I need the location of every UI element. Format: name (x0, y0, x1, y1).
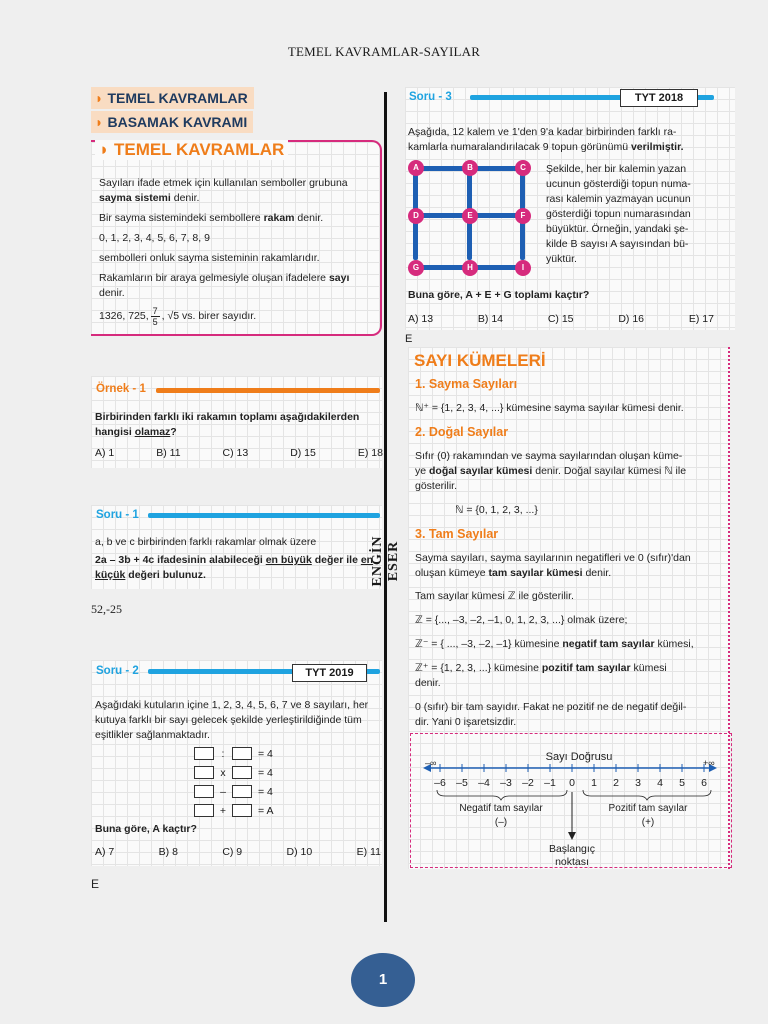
neg-brace-full (437, 790, 567, 800)
option-e[interactable]: E) 17 (688, 313, 714, 325)
soru3-label: Soru - 3 (409, 91, 452, 103)
soru1-intro: a, b ve c birbirinden farklı rakamlar olmak üzere (95, 536, 317, 548)
tick-label: 1 (591, 777, 597, 789)
definition-sayi: Rakamların bir araya gelmesiyle oluşan ifadelere sayı denir. (99, 272, 350, 299)
soru3-rule-text: Şekilde, her bir kalemin yazan ucunun gösterdiği topun numa- rası kalemin yazmayan ucunun gösterdiği topun numarasından büyüktür. Örneğin, yandaki şe- kilde B sayısı A sayısından bü- yüktür. (546, 163, 691, 265)
soru2-options (95, 846, 381, 858)
sayma-definition: ℕ⁺ = {1, 2, 3, 4, ...} kümesine sayma sayılar kümesi denir. (415, 402, 684, 414)
document-title: TEMEL KAVRAMLAR-SAYILAR (287, 44, 481, 59)
tick-label: 4 (657, 777, 663, 789)
ornek1-options (95, 447, 383, 459)
tam-set: ℤ = {..., –3, –2, –1, 0, 1, 2, 3, ...} olmak üzere; (415, 614, 628, 626)
option-d[interactable]: D) 15 (290, 447, 316, 459)
neg-label: Negatif tam sayılar (459, 803, 543, 814)
author-name: ENGİN ESER (370, 535, 401, 587)
soru3-options (408, 313, 714, 325)
pencil (467, 222, 472, 260)
ball-b: B (462, 160, 478, 176)
option-a[interactable]: A) 13 (408, 313, 434, 325)
answer-box (194, 785, 214, 798)
subsection-tam: 3. Tam Sayılar (415, 527, 499, 541)
option-b[interactable]: B) 8 (158, 846, 178, 858)
page-number-badge: 1 (351, 953, 415, 1007)
number-examples: 1326, 725, 7 5 , √5 vs. birer sayıdır. (99, 306, 257, 327)
tick-label: –3 (500, 777, 512, 789)
tyt-badge: TYT 2019 (292, 664, 367, 682)
soru3-intro: Aşağıda, 12 kalem ve 1'den 9'a kadar birbirinden farklı ra- kamlarla numaralandırılacak 9 topun görünümü verilmiştir. (408, 126, 684, 153)
subsection-sayma: 1. Sayma Sayıları (415, 377, 518, 391)
option-e[interactable]: E) 18 (357, 447, 383, 459)
topic-tag-label: TEMEL KAVRAMLAR (107, 90, 248, 106)
pos-brace (583, 790, 711, 800)
equation-row: – = 4 (194, 785, 273, 798)
tam-definition: Sayma sayıları, sayma sayılarının negatifleri ve 0 (sıfır)'dan oluşan kümeye tam sayılar kümesi denir. (415, 552, 691, 579)
zero-note: 0 (sıfır) bir tam sayıdır. Fakat ne pozitif ne de negatif değil- dir. Yani 0 işaretsizdir. (415, 701, 687, 728)
fraction: 7 5 (152, 306, 158, 327)
subsection-dogal: 2. Doğal Sayılar (415, 425, 509, 439)
answer-box (232, 766, 252, 779)
option-a[interactable]: A) 1 (95, 447, 115, 459)
pencil (520, 174, 525, 210)
pencil (520, 222, 525, 260)
option-c[interactable]: C) 13 (222, 447, 249, 459)
soru1-label: Soru - 1 (96, 509, 139, 521)
definition-sayma-sistemi: Sayıları ifade etmek için kullanılan semboller grubuna sayma sistemi denir. (99, 177, 348, 204)
option-a[interactable]: A) 7 (95, 846, 115, 858)
soru1-answer: 52,-25 (91, 602, 122, 616)
ball-f: F (515, 208, 531, 224)
temel-kavramlar-box (91, 140, 382, 336)
option-e[interactable]: E) 11 (356, 846, 381, 858)
topic-tag-basamak: ◗ BASAMAK KAVRAMI (91, 111, 253, 133)
option-c[interactable]: C) 15 (547, 313, 574, 325)
pencil (413, 174, 418, 210)
pos-sign: (+) (641, 817, 655, 828)
pencil (420, 166, 468, 171)
pencil (420, 265, 468, 270)
ball-i: I (515, 260, 531, 276)
dogal-definition: Sıfır (0) rakamından ve sayma sayılarından oluşan küme- ye doğal sayılar kümesi denir. Doğal sayılar kümesi ℕ ile gösterilir. (415, 450, 687, 492)
soru2-answer: E (91, 877, 100, 891)
plus-infinity: +∞ (703, 758, 715, 768)
tick-label: –6 (434, 777, 446, 789)
definition-rakam: Bir sayma sistemindeki sembollere rakam denir. (99, 212, 324, 224)
ball-h: H (462, 260, 478, 276)
neg-sign: (–) (494, 817, 508, 828)
option-c[interactable]: C) 9 (222, 846, 243, 858)
tick-label: 5 (679, 777, 685, 789)
tam-notation: Tam sayılar kümesi ℤ ile gösterilir. (415, 590, 574, 602)
minus-infinity: –∞ (425, 758, 437, 768)
tick-label: –4 (478, 777, 490, 789)
answer-box (194, 747, 214, 760)
tick-label: 6 (701, 777, 707, 789)
ornek1-rule (156, 388, 380, 393)
pozitif-set: ℤ⁺ = {1, 2, 3, ...} kümesine pozitif tam sayılar kümesi denir. (415, 662, 667, 689)
tick-label: 2 (613, 777, 619, 789)
soru2-label: Soru - 2 (96, 665, 139, 677)
pencil-ball-figure (408, 158, 538, 278)
number-line-figure (411, 734, 731, 867)
topic-tag-temel: ◗ TEMEL KAVRAMLAR (91, 87, 254, 109)
answer-box (232, 785, 252, 798)
soru3-question: Buna göre, A + E + G toplamı kaçtır? (408, 289, 590, 301)
ball-c: C (515, 160, 531, 176)
soru2-question: Buna göre, A kaçtır? (95, 823, 197, 835)
equation-row: : = 4 (194, 747, 273, 760)
section-heading: ◗ TEMEL KAVRAMLAR (95, 140, 288, 160)
tyt-badge: TYT 2018 (620, 89, 698, 107)
pencil (413, 222, 418, 260)
ornek1-label: Örnek - 1 (96, 383, 146, 395)
soru1-rule (148, 513, 380, 518)
dogal-set: ℕ = {0, 1, 2, 3, ...} (455, 504, 538, 516)
negatif-set: ℤ⁻ = { ..., –3, –2, –1} kümesine negatif tam sayılar kümesi, (415, 638, 694, 650)
ball-d: D (408, 208, 424, 224)
option-d[interactable]: D) 16 (618, 313, 645, 325)
tick-label: –5 (456, 777, 468, 789)
tick-label: 3 (635, 777, 641, 789)
ornek1-question: Birbirinden farklı iki rakamın toplamı aşağıdakilerden hangisi olamaz? (95, 411, 360, 438)
digit-list: 0, 1, 2, 3, 4, 5, 6, 7, 8, 9 (99, 232, 210, 244)
origin-label-1: Başlangıç (548, 843, 596, 855)
tick-label: –2 (522, 777, 534, 789)
option-d[interactable]: D) 10 (286, 846, 313, 858)
ball-a: A (408, 160, 424, 176)
numline-title: Sayı Doğrusu (545, 751, 613, 763)
ball-e: E (462, 208, 478, 224)
topic-tag-label: BASAMAK KAVRAMI (107, 114, 248, 130)
pencil (467, 174, 472, 210)
number-line-box (410, 733, 732, 868)
origin-label-2: noktası (555, 856, 589, 867)
answer-box (194, 766, 214, 779)
section-heading: SAYI KÜMELERİ (414, 351, 546, 370)
pencil (420, 213, 468, 218)
equation-row: x = 4 (194, 766, 273, 779)
tick-label: –1 (544, 777, 556, 789)
option-b[interactable]: B) 14 (477, 313, 504, 325)
digit-note: sembolleri onluk sayma sisteminin rakamlarıdır. (99, 252, 320, 264)
equation-row: + = A (194, 804, 273, 817)
option-b[interactable]: B) 11 (156, 447, 181, 459)
answer-box (232, 747, 252, 760)
pos-label: Pozitif tam sayılar (608, 803, 688, 814)
origin-arrow (568, 832, 576, 840)
soru1-question: 2a – 3b + 4c ifadesinin alabileceği en büyük değer ile en küçük değeri bulunuz. (95, 554, 374, 581)
soru2-text: Aşağıdaki kutuların içine 1, 2, 3, 4, 5, 6, 7 ve 8 sayıları, her kutuya farklı bir sayı gelecek şekilde yerleştirildiğinde tüm eşitlikler sağlanmaktadır. (95, 699, 369, 741)
column-divider (384, 92, 387, 922)
answer-box (194, 804, 214, 817)
tick-label: 0 (569, 777, 575, 789)
ball-g: G (408, 260, 424, 276)
answer-box (232, 804, 252, 817)
soru3-answer: E (405, 333, 413, 345)
